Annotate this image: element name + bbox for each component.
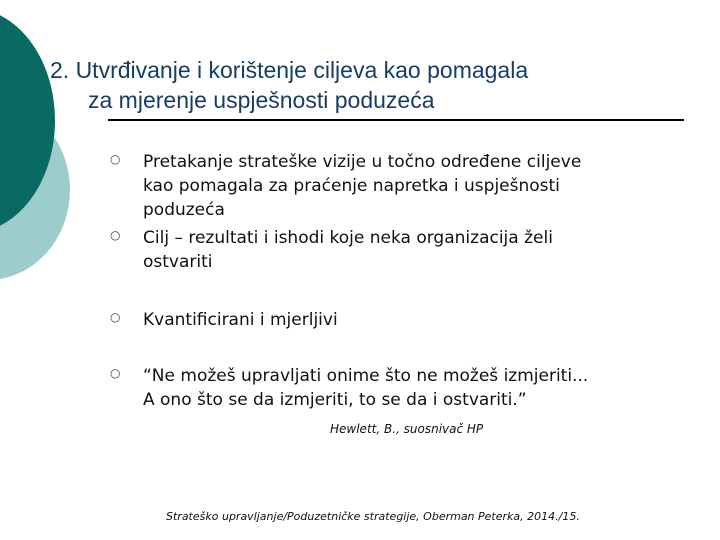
bullet-text-line: Cilj – rezultati i ishodi koje neka organizacija želi <box>143 228 553 248</box>
bullet-marker-icon: ○ <box>110 228 121 242</box>
slide-footer: Strateško upravljanje/Poduzetničke strategije, Oberman Peterka, 2014./15. <box>166 510 580 523</box>
bullet-text <box>143 308 695 332</box>
bullet-marker-icon: ○ <box>110 310 121 324</box>
bullet-text <box>143 364 695 412</box>
bullet-text-line: kao pomagala za praćenje napretka i uspješnosti <box>143 176 560 196</box>
slide-title-line-2: za mjerenje uspješnosti poduzeća <box>88 87 435 113</box>
slide-title-line-1: 2. Utvrđivanje i korištenje ciljeva kao pomagala <box>50 57 529 83</box>
bullet-text-line: A ono što se da izmjeriti, to se da i ostvariti.” <box>143 390 527 410</box>
bullet-text-line: “Ne možeš upravljati onime što ne možeš izmjeriti... <box>143 366 589 386</box>
title-underline <box>108 119 684 121</box>
bullet-text <box>143 150 695 222</box>
bullet-text-line: Pretakanje strateške vizije u točno određene ciljeve <box>143 152 582 172</box>
bullet-item-quantified <box>110 308 695 332</box>
bullet-text-line: Kvantificirani i mjerljivi <box>143 310 338 330</box>
bullet-text-line: ostvariti <box>143 252 213 272</box>
bullet-text-line: poduzeća <box>143 200 225 220</box>
bullet-item-goal-definition <box>110 226 695 274</box>
bullet-item-vision-goals <box>110 150 695 222</box>
slide-title <box>50 55 700 115</box>
bullet-text <box>143 226 695 274</box>
bullet-item-quote <box>110 364 695 412</box>
bullet-marker-icon: ○ <box>110 366 121 380</box>
bullet-marker-icon: ○ <box>110 152 121 166</box>
quote-attribution: Hewlett, B., suosnivač HP <box>330 422 484 436</box>
